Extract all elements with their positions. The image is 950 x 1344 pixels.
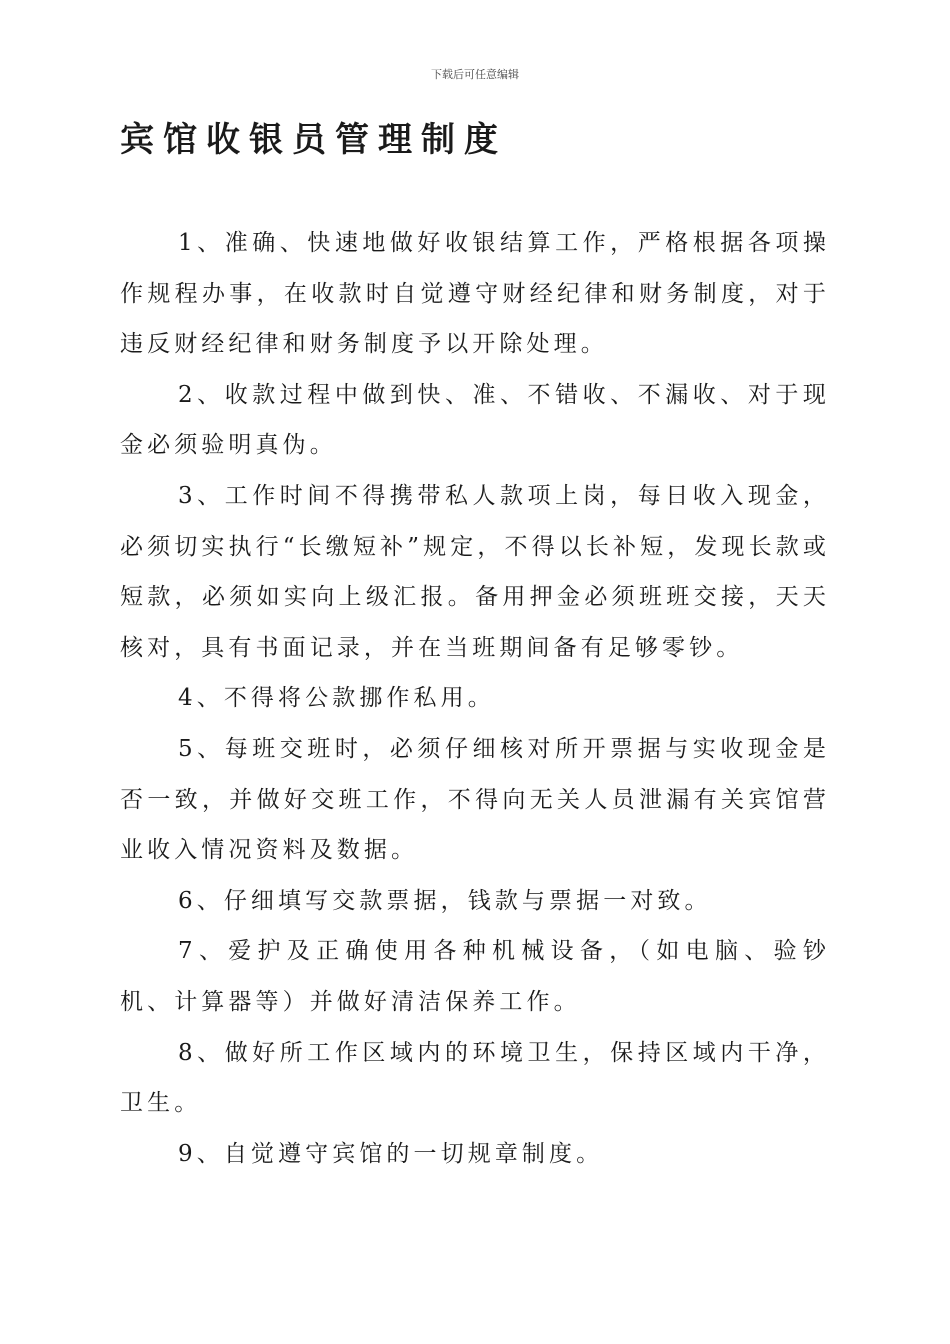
paragraph-5: 5、每班交班时，必须仔细核对所开票据与实收现金是否一致，并做好交班工作，不得向无关人员泄漏有关宾馆营业收入情况资料及数据。	[120, 735, 830, 864]
paragraph-3: 3、工作时间不得携带私人款项上岗，每日收入现金，必须切实执行“长缴短补”规定，不得以长补短，发现长款或短款，必须如实向上级汇报。备用押金必须班班交接，天天核对，具有书面记录，并在当班期间备有足够零钞。	[120, 482, 830, 661]
document-title: 宾馆收银员管理制度	[120, 120, 507, 160]
paragraph-4: 4、不得将公款挪作私用。	[178, 685, 495, 712]
paragraph-9: 9、自觉遵守宾馆的一切规章制度。	[178, 1140, 604, 1167]
paragraph-6: 6、仔细填写交款票据，钱款与票据一对致。	[178, 887, 712, 914]
paragraph-7: 7、爱护及正确使用各种机械设备，（如电脑、验钞机、计算器等）并做好清洁保养工作。	[120, 938, 830, 1015]
paragraph-1: 1、准确、快速地做好收银结算工作，严格根据各项操作规程办事，在收款时自觉遵守财经纪律和财务制度，对于违反财经纪律和财务制度予以开除处理。	[120, 230, 830, 358]
paragraph-8: 8、做好所工作区域内的环境卫生，保持区域内干净，卫生。	[120, 1039, 830, 1117]
paragraph-2: 2、收款过程中做到快、准、不错收、不漏收、对于现金必须验明真伪。	[120, 381, 830, 459]
header-note: 下载后可任意编辑	[431, 68, 519, 81]
document-body	[120, 218, 830, 1179]
